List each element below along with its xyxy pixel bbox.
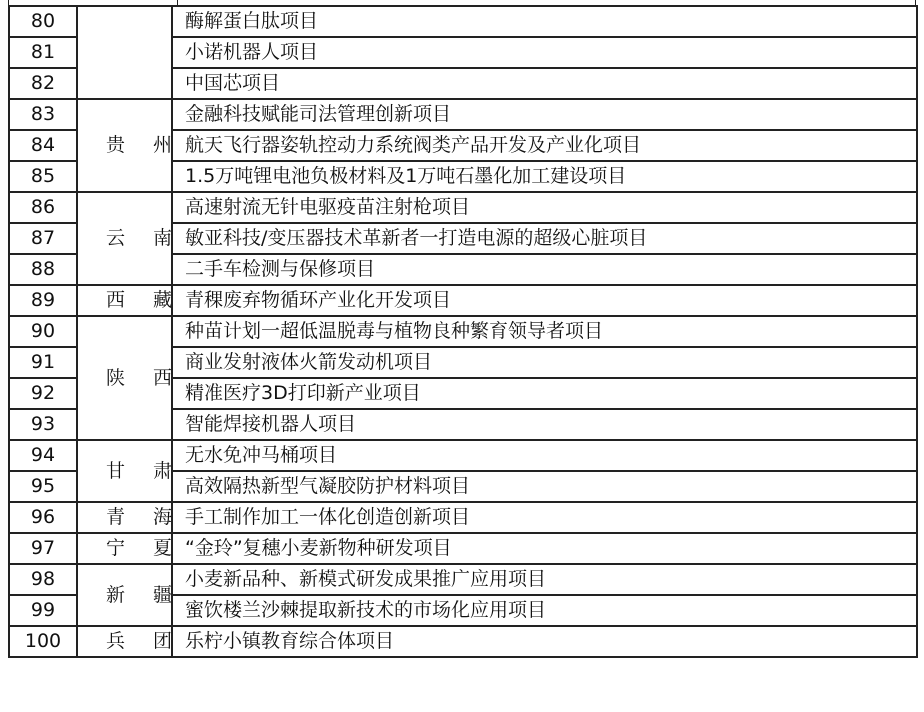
project-name: 精准医疗3D打印新产业项目 xyxy=(172,378,917,409)
project-name: 高速射流无针电驱疫苗注射枪项目 xyxy=(172,192,917,223)
project-name: 蜜饮楼兰沙棘提取新技术的市场化应用项目 xyxy=(172,595,917,626)
table-row xyxy=(9,316,917,347)
table-row xyxy=(9,99,917,130)
project-name: 敏亚科技/变压器技术革新者一打造电源的超级心脏项目 xyxy=(172,223,917,254)
project-name: 高效隔热新型气凝胶防护材料项目 xyxy=(172,471,917,502)
project-name: 中国芯项目 xyxy=(172,68,917,99)
province-cell: 新疆 xyxy=(77,564,172,626)
row-number: 87 xyxy=(9,223,77,254)
province-cell: 贵州 xyxy=(77,99,172,192)
project-name: 商业发射液体火箭发动机项目 xyxy=(172,347,917,378)
project-name: 青稞废弃物循环产业化开发项目 xyxy=(172,285,917,316)
row-number: 84 xyxy=(9,130,77,161)
province-cell: 云南 xyxy=(77,192,172,285)
province-cell: 兵团 xyxy=(77,626,172,657)
row-number: 92 xyxy=(9,378,77,409)
row-number: 85 xyxy=(9,161,77,192)
table-row xyxy=(9,533,917,564)
row-number: 99 xyxy=(9,595,77,626)
project-name: 二手车检测与保修项目 xyxy=(172,254,917,285)
project-name: 智能焊接机器人项目 xyxy=(172,409,917,440)
row-number: 91 xyxy=(9,347,77,378)
table-row xyxy=(9,285,917,316)
row-number: 96 xyxy=(9,502,77,533)
row-number: 82 xyxy=(9,68,77,99)
row-number: 97 xyxy=(9,533,77,564)
province-cell: 陕西 xyxy=(77,316,172,440)
table-row xyxy=(9,564,917,595)
project-name: 航天飞行器姿轨控动力系统阀类产品开发及产业化项目 xyxy=(172,130,917,161)
row-number: 94 xyxy=(9,440,77,471)
project-name: 小诺机器人项目 xyxy=(172,37,917,68)
province-cell xyxy=(77,6,172,99)
province-cell: 西藏 xyxy=(77,285,172,316)
project-name: 酶解蛋白肽项目 xyxy=(172,6,917,37)
project-name: 1.5万吨锂电池负极材料及1万吨石墨化加工建设项目 xyxy=(172,161,917,192)
row-number: 95 xyxy=(9,471,77,502)
row-number: 90 xyxy=(9,316,77,347)
project-name: 无水免冲马桶项目 xyxy=(172,440,917,471)
project-name: 小麦新品种、新模式研发成果推广应用项目 xyxy=(172,564,917,595)
row-number: 88 xyxy=(9,254,77,285)
province-cell: 宁夏 xyxy=(77,533,172,564)
project-table-body xyxy=(9,6,917,657)
row-number: 83 xyxy=(9,99,77,130)
project-name: 种苗计划一超低温脱毒与植物良种繁育领导者项目 xyxy=(172,316,917,347)
table-row xyxy=(9,626,917,657)
project-name: “金玲”复穗小麦新物种研发项目 xyxy=(172,533,917,564)
row-number: 98 xyxy=(9,564,77,595)
row-number: 81 xyxy=(9,37,77,68)
row-number: 89 xyxy=(9,285,77,316)
table-row xyxy=(9,192,917,223)
table-row xyxy=(9,440,917,471)
table-row xyxy=(9,6,917,37)
province-cell: 甘肃 xyxy=(77,440,172,502)
row-number: 80 xyxy=(9,6,77,37)
row-number: 100 xyxy=(9,626,77,657)
project-table xyxy=(8,5,918,658)
row-number: 93 xyxy=(9,409,77,440)
row-number: 86 xyxy=(9,192,77,223)
project-name: 手工制作加工一体化创造创新项目 xyxy=(172,502,917,533)
project-name: 金融科技赋能司法管理创新项目 xyxy=(172,99,917,130)
province-cell: 青海 xyxy=(77,502,172,533)
table-row xyxy=(9,502,917,533)
project-name: 乐柠小镇教育综合体项目 xyxy=(172,626,917,657)
